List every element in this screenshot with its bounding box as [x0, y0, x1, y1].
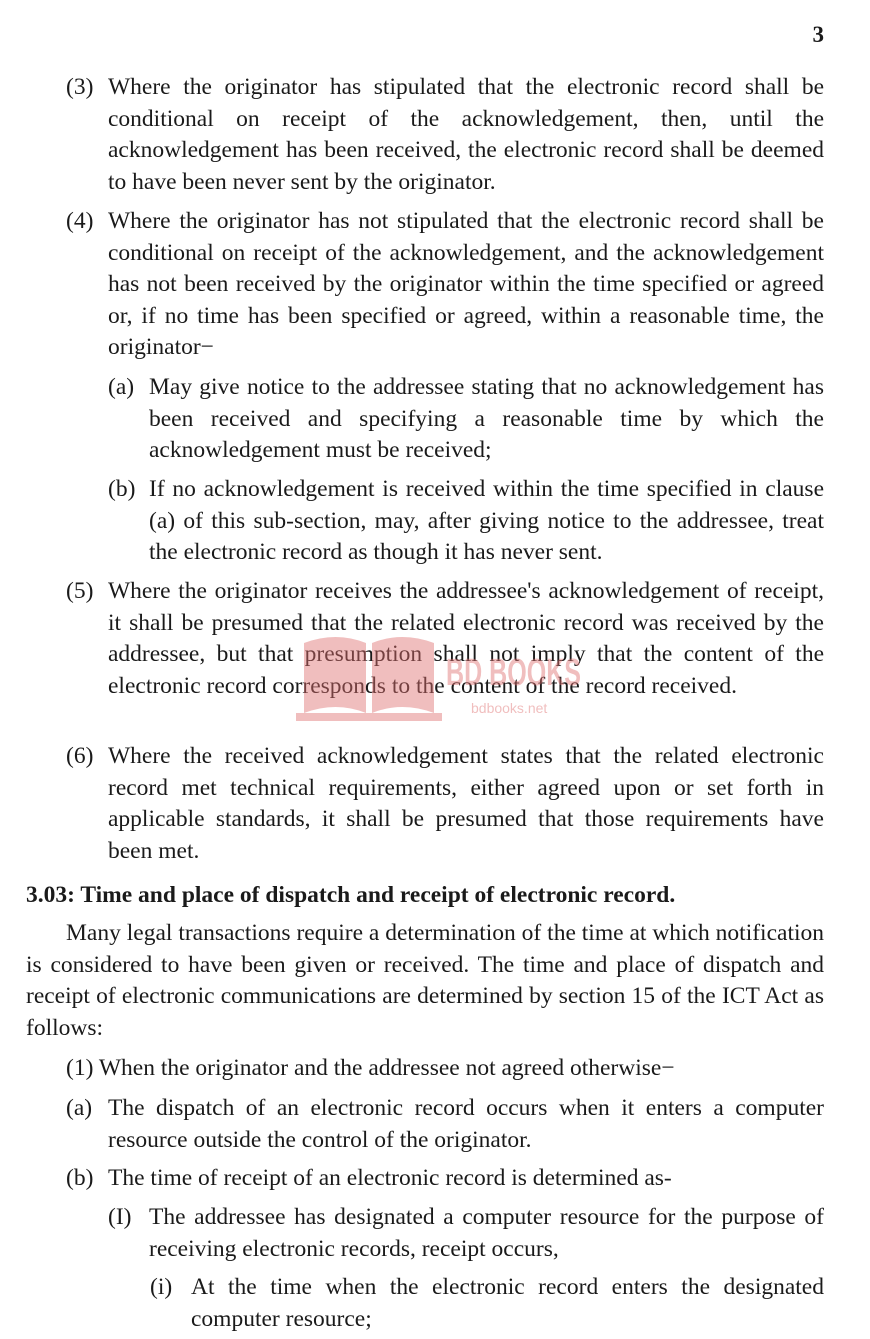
clause-text: The dispatch of an electronic record occurs when it enters a computer resource outside the control of the originator. [108, 1095, 824, 1153]
subsection-6 [66, 741, 824, 867]
rule-clause-a [66, 1093, 824, 1156]
rule-clause-b [66, 1163, 824, 1195]
clause-marker: (a) [108, 374, 135, 400]
rule-clause-b-I-i [150, 1272, 824, 1335]
clause-text: The addressee has designated a computer resource for the purpose of receiving electronic records, receipt occurs, [149, 1204, 824, 1262]
subsection-text: Where the originator receives the addressee's acknowledgement of receipt, it shall be presumed that the related electronic record was received by the addressee, but that presumption shall not imply that the content of the electronic record corresponds to the content of the record received. [108, 578, 824, 699]
clause-marker: (a) [66, 1095, 93, 1121]
clause-text: The time of receipt of an electronic record is determined as- [108, 1165, 672, 1191]
subsection-3 [66, 72, 824, 198]
watermark-brand-text: BD BOOKS [446, 652, 581, 694]
subsection-4 [66, 206, 824, 364]
section-intro-paragraph: Many legal transactions require a determination of the time at which notification is considered to have been given or received. The time and place of dispatch and receipt of electronic communications are determined by section 15 of the ICT Act as follows: [26, 920, 824, 1041]
section-heading: 3.03: Time and place of dispatch and receipt of electronic record. [26, 882, 676, 908]
subsection-5 [66, 576, 824, 702]
subsection-marker: (3) [66, 74, 94, 100]
subsection-marker: (6) [66, 743, 94, 769]
clause-text: May give notice to the addressee stating that no acknowledgement has been received and specifying a reasonable time by which the acknowledgement must be received; [149, 374, 824, 463]
subsection-text: Where the originator has not stipulated that the electronic record shall be conditional on receipt of the acknowledgement, and the acknowledgement has not been received by the originator within the time specified or agreed or, if no time has been specified or agreed, within a reasonable time, the originator− [108, 208, 824, 360]
subsection-marker: (4) [66, 208, 94, 234]
clause-marker: (b) [66, 1165, 94, 1191]
clause-marker: (i) [150, 1274, 173, 1300]
clause-text: If no acknowledgement is received within the time specified in clause (a) of this sub-section, may, after giving notice to the addressee, treat the electronic record as though it has never sent. [149, 476, 824, 565]
clause-4b [108, 474, 824, 569]
watermark-url-text: bdbooks.net [471, 700, 548, 716]
clause-4a [108, 372, 824, 467]
subsection-marker: (5) [66, 578, 94, 604]
subsection-text: Where the received acknowledgement states that the related electronic record met technical requirements, either agreed upon or set forth in applicable standards, it shall be presumed that those requirements have been met. [108, 743, 824, 864]
rule-1-line: (1) When the originator and the addressee not agreed otherwise− [66, 1055, 675, 1081]
rule-clause-b-I [108, 1202, 824, 1265]
subsection-text: Where the originator has stipulated that the electronic record shall be conditional on receipt of the acknowledgement, then, until the acknowledgement has been received, the electronic record shall be deemed to have been never sent by the originator. [108, 74, 824, 195]
clause-marker: (b) [108, 476, 136, 502]
clause-text: At the time when the electronic record enters the designated computer resource; [191, 1274, 824, 1332]
clause-marker: (I) [108, 1204, 132, 1230]
page-number: 3 [812, 22, 824, 47]
